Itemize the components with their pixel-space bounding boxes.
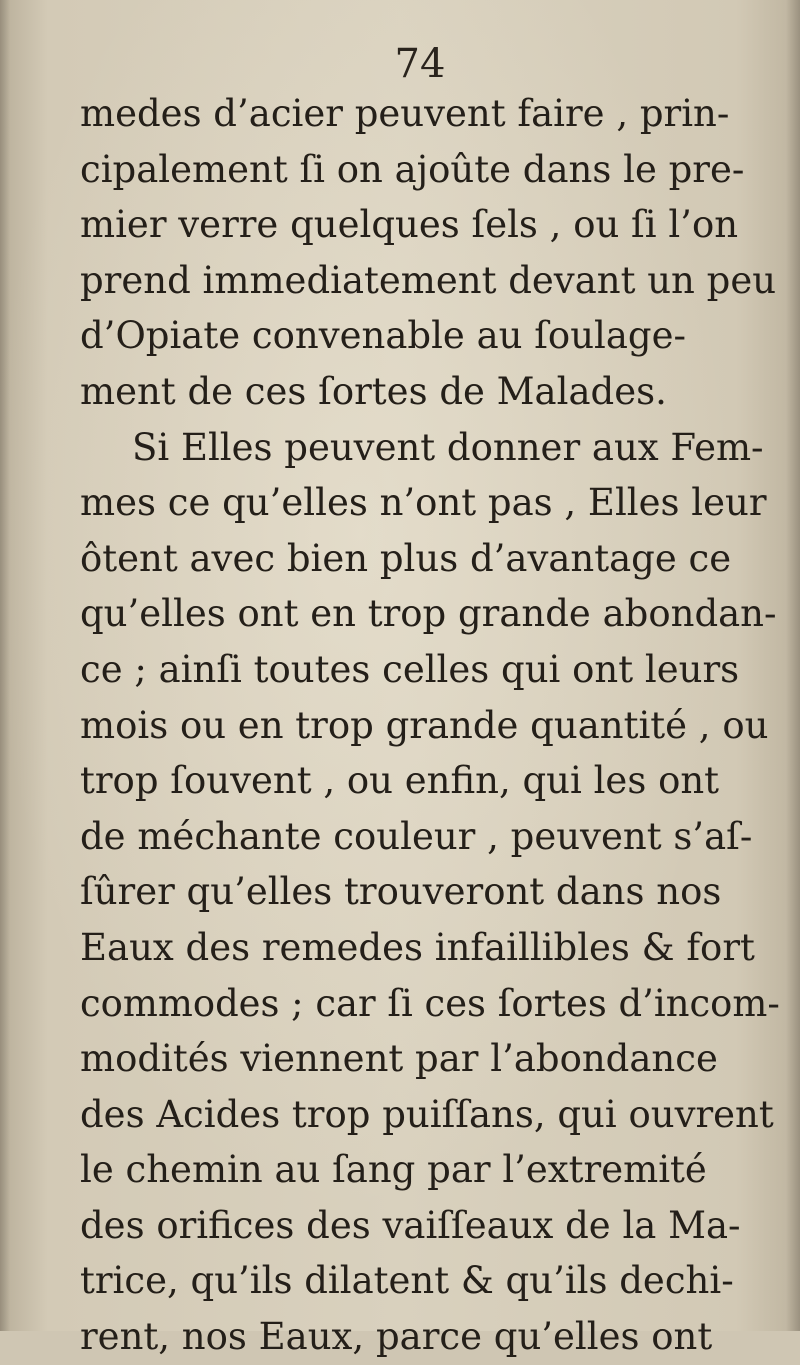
text-line: d’Opiate convenable au ſoulage- bbox=[80, 314, 687, 358]
page-left-shadow bbox=[0, 0, 10, 1331]
text-line: des orifices des vaiſſeaux de la Ma- bbox=[80, 1203, 741, 1247]
text-line: trop ſouvent , ou enfin, qui les ont bbox=[80, 759, 720, 803]
text-line: ce ; ainſi toutes celles qui ont leurs bbox=[80, 647, 740, 691]
text-line: mois ou en trop grande quantité , ou bbox=[80, 703, 769, 747]
text-line: commodes ; car ſi ces ſortes d’incom- bbox=[80, 981, 780, 1025]
text-line: medes d’acier peuvent faire , prin- bbox=[80, 92, 730, 135]
text-line: cipalement ſi on ajoûte dans le pre- bbox=[80, 147, 745, 191]
text-line: prend immediatement devant un peu bbox=[80, 258, 777, 302]
text-line: de méchante couleur , peuvent s’aſ- bbox=[80, 814, 753, 858]
paragraph-start-line: Si Elles peuvent donner aux Fem- bbox=[132, 425, 764, 469]
text-line: modités viennent par l’abondance bbox=[80, 1037, 718, 1081]
text-line: des Acides trop puiſſans, qui ouvrent bbox=[80, 1092, 774, 1136]
text-line: ment de ces ſortes de Malades. bbox=[80, 369, 667, 413]
text-line: le chemin au ſang par l’extremité bbox=[80, 1148, 707, 1192]
text-line: ſûrer qu’elles trouveront dans nos bbox=[80, 870, 722, 914]
text-line: trice, qu’ils dilatent & qu’ils dechi- bbox=[80, 1259, 734, 1303]
page-number: 74 bbox=[394, 41, 446, 87]
page-right-shadow bbox=[786, 0, 800, 1331]
text-line: mes ce qu’elles n’ont pas , Elles leur bbox=[80, 481, 767, 525]
text-line: qu’elles ont en trop grande abondan- bbox=[80, 592, 777, 636]
text-line: Eaux des remedes infaillibles & fort bbox=[80, 925, 755, 969]
text-line: ôtent avec bien plus d’avantage ce bbox=[80, 536, 732, 580]
text-line: mier verre quelques ſels , ou ſi l’on bbox=[80, 203, 739, 247]
body-text bbox=[80, 86, 780, 1365]
text-line: rent, nos Eaux, parce qu’elles ont bbox=[80, 1315, 713, 1359]
